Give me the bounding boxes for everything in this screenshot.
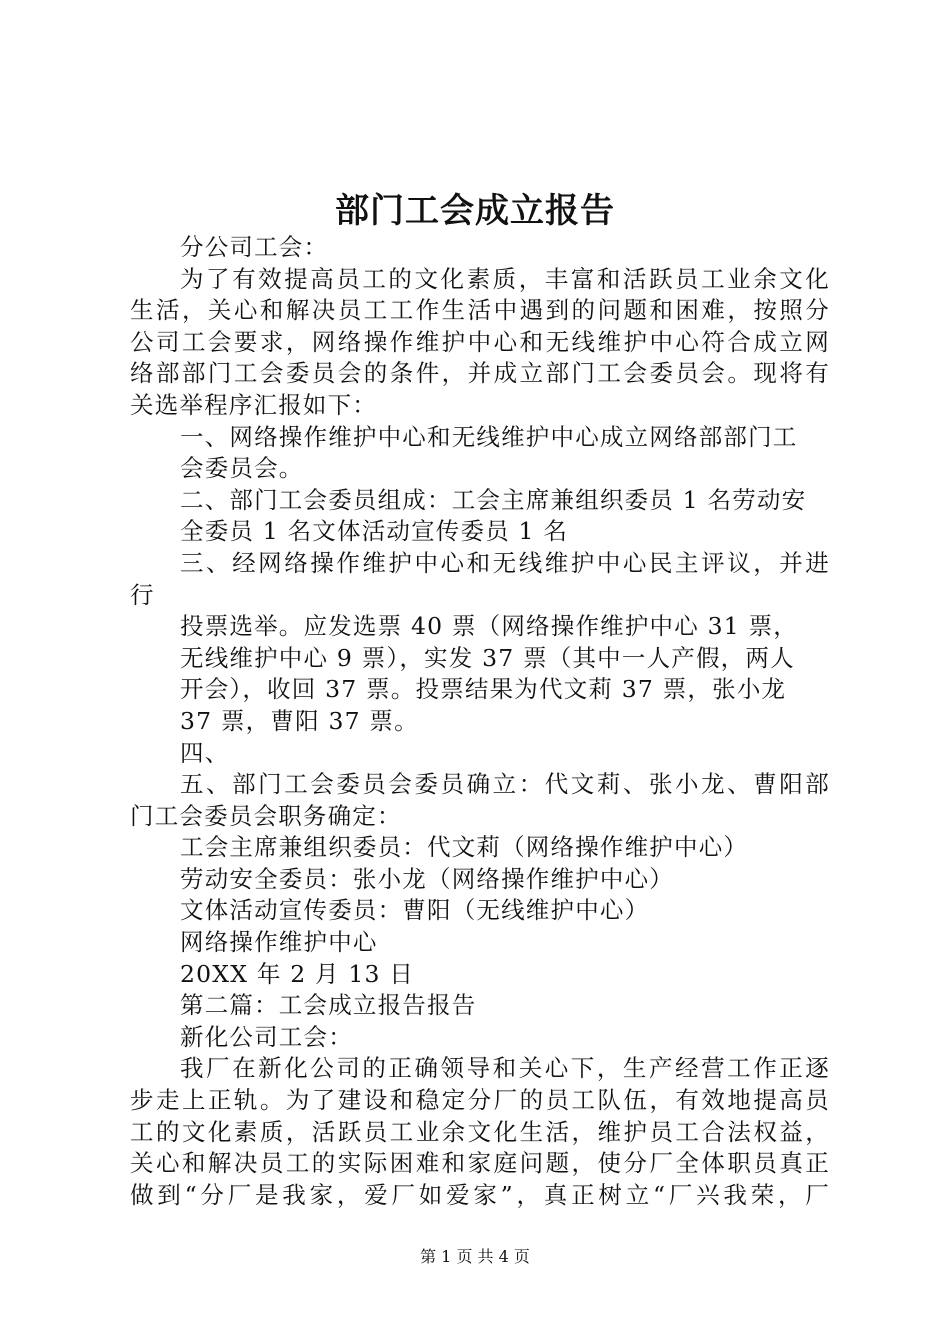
text-line: 公司工会要求，网络操作维护中心和无线维护中心符合成立网 [130, 327, 830, 356]
text-line: 关选举程序汇报如下： [130, 390, 377, 419]
text-line: 无线维护中心 9 票），实发 37 票（其中一人产假，两人 [180, 643, 795, 672]
text-line: 会委员会。 [180, 454, 304, 483]
text-line: 37 票，曹阳 37 票。 [180, 706, 419, 735]
text-line: 行 [130, 580, 155, 609]
text-line: 投票选举。应发选票 40 票（网络操作维护中心 31 票， [180, 612, 798, 641]
text-line: 工的文化素质，活跃员工业余文化生活，维护员工合法权益， [130, 1117, 830, 1146]
text-line: 络部部门工会委员会的条件，并成立部门工会委员会。现将有 [130, 359, 830, 388]
text-line: 为了有效提高员工的文化素质，丰富和活跃员工业余文化 [180, 264, 830, 293]
text-line: 开会），收回 37 票。投票结果为代文莉 37 票，张小龙 [180, 675, 787, 704]
text-line: 第二篇：工会成立报告报告 [180, 991, 477, 1020]
text-line: 全委员 1 名文体活动宣传委员 1 名 [180, 517, 569, 546]
document-title: 部门工会成立报告 [335, 191, 615, 231]
text-line: 门工会委员会职务确定： [130, 801, 402, 830]
text-line: 做到“分厂是我家，爱厂如爱家”，真正树立“厂兴我荣，厂 [130, 1180, 830, 1209]
text-line: 20XX 年 2 月 13 日 [180, 959, 415, 988]
text-line: 新化公司工会： [180, 1022, 353, 1051]
text-line: 我厂在新化公司的正确领导和关心下，生产经营工作正逐 [180, 1054, 830, 1083]
text-line: 五、部门工会委员会委员确立：代文莉、张小龙、曹阳部 [180, 770, 830, 799]
document-body [130, 232, 830, 1211]
text-line: 劳动安全委员：张小龙（网络操作维护中心） [180, 864, 674, 893]
text-line: 四、 [180, 738, 230, 767]
text-line: 工会主席兼组织委员：代文莉（网络操作维护中心） [180, 833, 749, 862]
text-line: 一、网络操作维护中心和无线维护中心成立网络部部门工 [180, 422, 798, 451]
text-line: 分公司工会： [180, 233, 329, 261]
text-line: 二、部门工会委员组成：工会主席兼组织委员 1 名劳动安 [180, 485, 807, 514]
text-line: 关心和解决员工的实际困难和家庭问题，使分厂全体职员真正 [130, 1149, 830, 1178]
text-line: 文体活动宣传委员：曹阳（无线维护中心） [180, 896, 650, 925]
page-footer: 第 1 页 共 4 页 [420, 1247, 530, 1266]
text-line: 网络操作维护中心 [180, 928, 378, 957]
text-line: 生活，关心和解决员工工作生活中遇到的问题和困难，按照分 [130, 296, 830, 325]
text-line: 三、经网络操作维护中心和无线维护中心民主评议，并进 [180, 548, 830, 577]
text-line: 步走上正轨。为了建设和稳定分厂的员工队伍，有效地提高员 [130, 1086, 830, 1115]
